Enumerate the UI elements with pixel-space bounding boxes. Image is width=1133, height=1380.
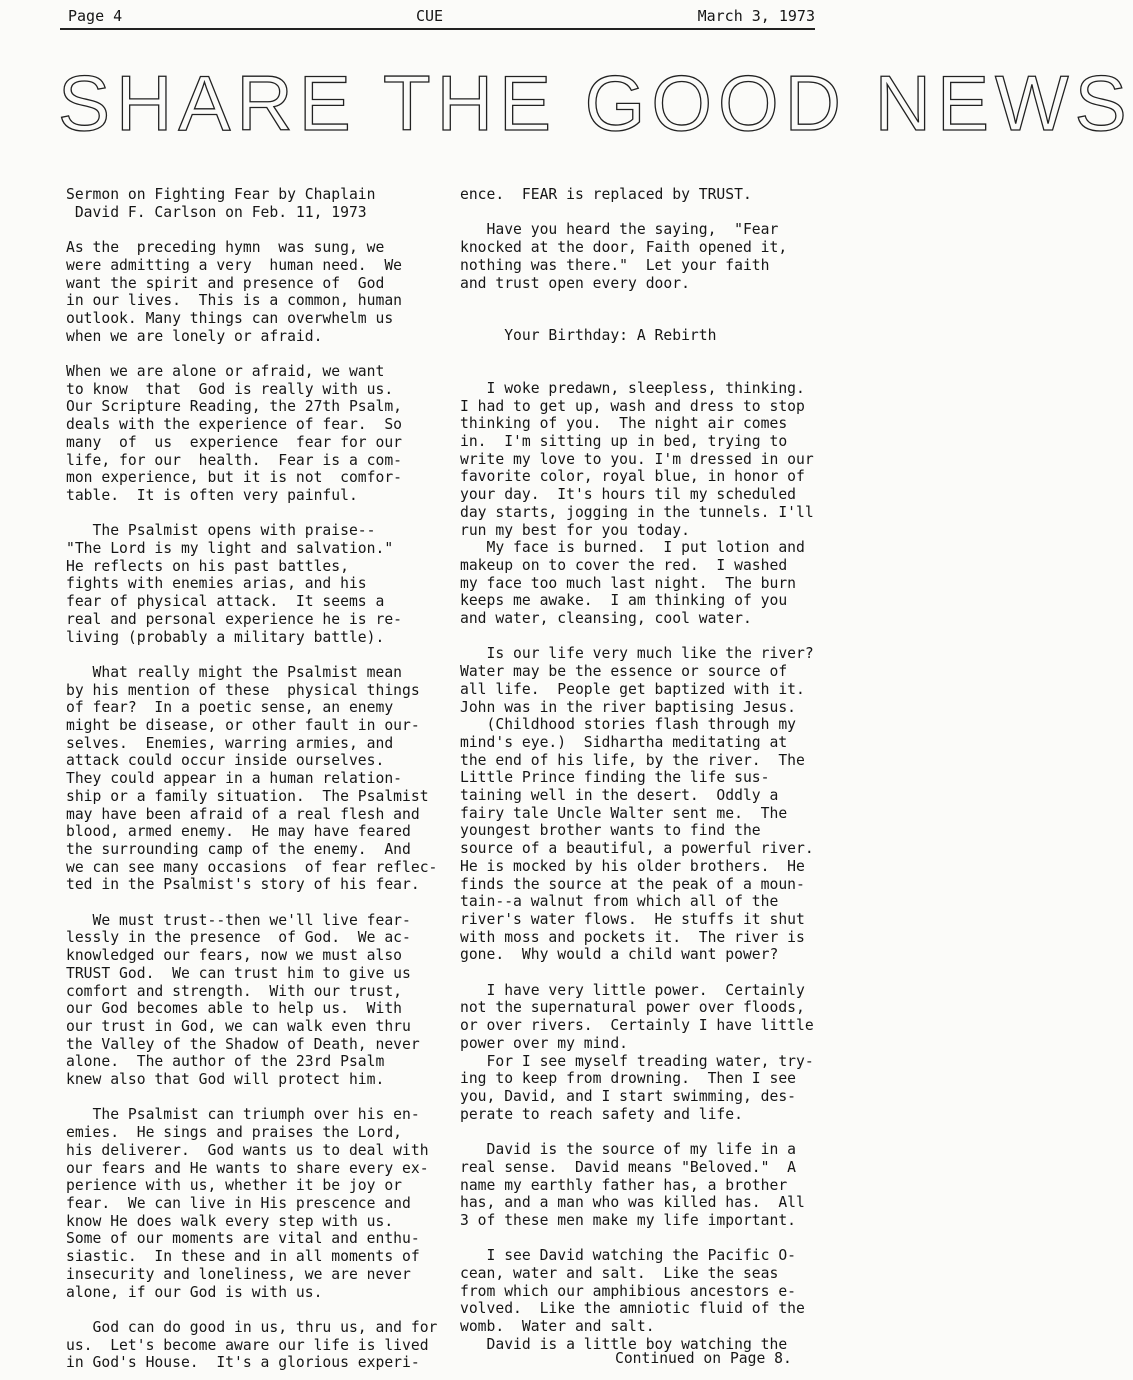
paragraph: The Psalmist opens with praise-- "The Lord is my light and salvation." He reflects on his past battles, fights with enemies arias, and his fear of physical attack. It seems a real and personal experience he is re- living (probably a military battle). (66, 522, 403, 646)
paragraph: Is our life very much like the river? Water may be the essence or source of all life. People get baptized with it. John was in the river baptising Jesus. (Childhood stories flash through my mind's eye.) Sidhartha meditating at the end of his life, by the river. The Little Prince finding the life sus- taining well in the desert. Oddly a fairy tale Uncle Walter sent me. The youngest brother wants to find the source of a beautiful, a powerful river. He is mocked by his older brothers. He finds the source at the peak of a moun- tain--a walnut from which all of the river's water flows. He stuffs it shut with moss and pockets it. The river is gone. Why would a child want power? (460, 645, 814, 964)
paragraph: God can do good in us, thru us, and for us. Let's become aware our life is lived in God's House. It's a glorious experi- (66, 1318, 438, 1372)
paragraph: ence. FEAR is replaced by TRUST. (460, 186, 752, 203)
section-title: SHARE THE GOOD NEWS (58, 59, 1133, 147)
right-column (460, 186, 820, 1354)
paragraph: What really might the Psalmist mean by his mention of these physical things of fear? In a poetic sense, an enemy might be disease, or other fault in our- selves. Enemies, warring armies, and attack could occur inside ourselves. They could appear in a human relation- ship or a family situation. The Psalmist may have been afraid of a real flesh and blood, armed enemy. He may have feared the surrounding camp of the enemy. And we can see many occasions of fear reflec- ted in the Psalmist's story of his fear. (66, 663, 438, 894)
publication-name: CUE (416, 7, 444, 25)
paragraph: We must trust--then we'll live fear- lessly in the presence of God. We ac- knowledged our fears, now we must also TRUST God. We can trust him to give us comfort and strength. With our trust, our God becomes able to help us. With our trust in God, we can walk even thru the Valley of the Shadow of Death, never alone. The author of the 23rd Psalm knew also that God will protect him. (66, 911, 420, 1089)
paragraph: As the preceding hymn was sung, we were admitting a very human need. We want the spirit and presence of God in our lives. This is a common, human outlook. Many things can overwhelm us when we are lonely or afraid. (66, 239, 403, 345)
paragraph: I have very little power. Certainly not the supernatural power over floods, or over rivers. Certainly I have little power over my mind. For I see myself treading water, try- ing to keep from drowning. Then I see you, David, and I start swimming, des- perate to reach safety and life. (460, 981, 814, 1123)
issue-date: March 3, 1973 (697, 7, 815, 25)
paragraph: I woke predawn, sleepless, thinking. I had to get up, wash and dress to stop thinking of you. The night air comes in. I'm sitting up in bed, trying to write my love to you. I'm dressed in our favorite color, royal blue, in honor of your day. It's hours til my scheduled day starts, jogging in the tunnels. I'll run my best for you today. My face is burned. I put lotion and makeup on to cover the red. I washed my face too much last night. The burn keeps me awake. I am thinking of you and water, cleansing, cool water. (460, 379, 814, 628)
page-number: Page 4 (68, 7, 123, 25)
paragraph: David is the source of my life in a real sense. David means "Beloved." A name my earthly father has, a brother has, and a man who was killed has. All 3 of these men make my life important. (460, 1141, 805, 1229)
paragraph: When we are alone or afraid, we want to know that God is really with us. Our Scripture Reading, the 27th Psalm, deals with the experience of fear. So many of us experience fear for our life, for our health. Fear is a com- mon experience, but it is not comfor- table. It is often very painful. (66, 363, 403, 504)
sermon-heading: Sermon on Fighting Fear by Chaplain David F. Carlson on Feb. 11, 1973 (66, 186, 376, 221)
article-heading: Your Birthday: A Rebirth (460, 327, 717, 345)
paragraph: I see David watching the Pacific O- cean, water and salt. Like the seas from which our amphibious ancestors e- volved. Like the amniotic fluid of the womb. Water and salt. David is a little boy watching the (460, 1247, 805, 1353)
paragraph: Have you heard the saying, "Fear knocked at the door, Faith opened it, nothing was there." Let your faith and trust open every door. (460, 221, 788, 292)
continued-note: Continued on Page 8. (615, 1350, 792, 1367)
left-column (66, 186, 438, 1372)
paragraph: The Psalmist can triumph over his en- emies. He sings and praises the Lord, his deliverer. God wants us to deal with our fears and He wants to share every ex- perience with us, whether it be joy or fear. We can live in His prescence and know He does walk every step with us. Some of our moments are vital and enthu- siastic. In these and in all moments of insecurity and loneliness, we are never alone, if our God is with us. (66, 1106, 429, 1301)
header-rule (60, 28, 815, 30)
